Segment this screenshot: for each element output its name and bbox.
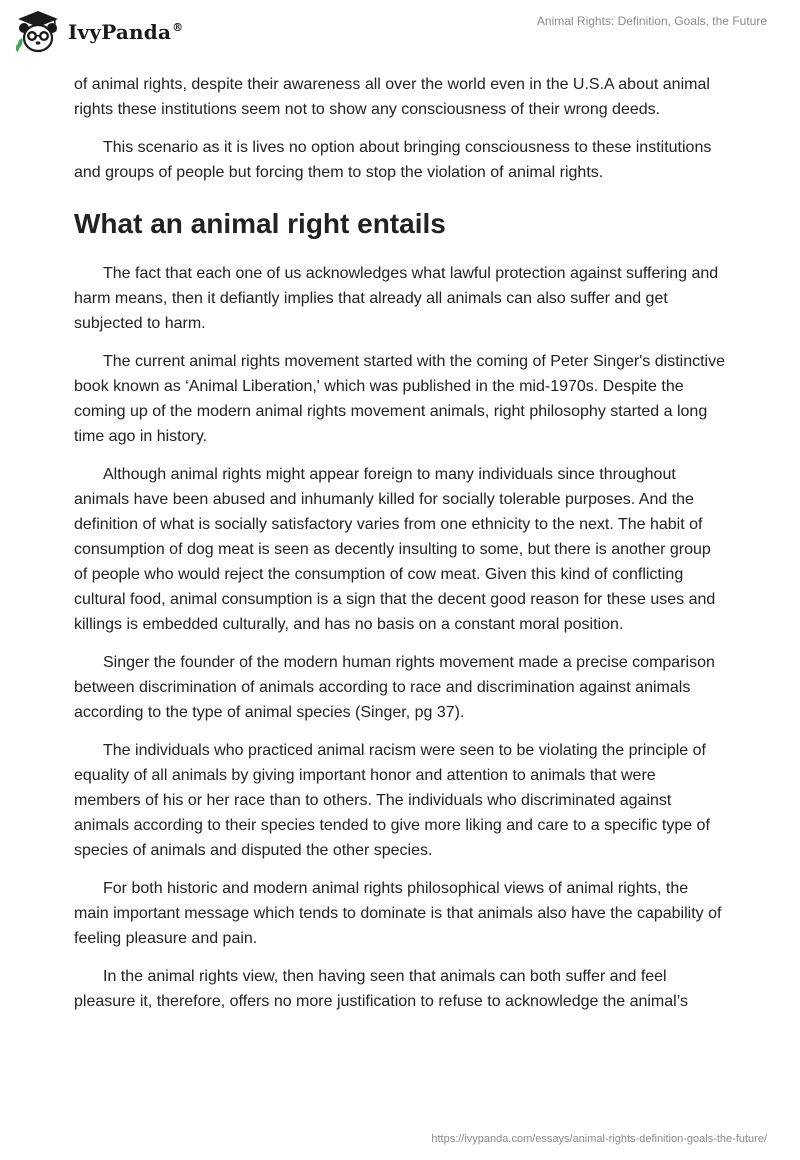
paragraph: This scenario as it is lives no option about bringing consciousness to these institutions and groups of people but forcing them to stop the violation of animal rights.: [74, 139, 712, 181]
paragraph: Singer the founder of the modern human rights movement made a precise comparison between discrimination of animals according to race and discrimination against animals according to the type of animal species (Singer, pg 37).: [74, 654, 715, 721]
essay-body: [74, 72, 726, 1027]
brand-name: IvyPanda®: [68, 20, 184, 44]
paragraph: Although animal rights might appear foreign to many individuals since throughout animals have been abused and inhumanly killed for socially tolerable purposes. And the definition of what is socially satisfactory varies from one ethnicity to the next. The habit of consumption of dog meat is seen as decently insulting to some, but there is another group of people who would reject the consumption of cow meat. Given this kind of conflicting cultural food, animal consumption is a sign that the decent good reason for these uses and killings is embedded culturally, and has no basis on a constant moral position.: [74, 466, 716, 633]
panda-graduate-icon: [14, 8, 62, 56]
paragraph: For both historic and modern animal rights philosophical views of animal rights, the main important message which tends to dominate is that animals also have the capability of feeling pleasure and pain.: [74, 880, 722, 947]
source-url[interactable]: https://ivypanda.com/essays/animal-rights-definition-goals-the-future/: [431, 1133, 767, 1145]
section-heading: What an animal right entails: [74, 208, 446, 239]
ivypanda-logo[interactable]: [14, 8, 183, 56]
paragraph: The fact that each one of us acknowledges what lawful protection against suffering and harm means, then it defiantly implies that already all animals can also suffer and get subjected to harm.: [74, 265, 719, 332]
paragraph: The individuals who practiced animal racism were seen to be violating the principle of equality of all animals by giving important honor and attention to animals that were members of his or her race than to others. The individuals who discriminated against animals according to their species tended to give more liking and care to a specific type of species of animals and disputed the other species.: [74, 742, 710, 859]
paragraph: In the animal rights view, then having seen that animals can both suffer and feel pleasure it, therefore, offers no more justification to refuse to acknowledge the animal’s: [74, 968, 688, 1010]
page-header: [0, 0, 800, 70]
document-title: Animal Rights: Definition, Goals, the Future: [536, 14, 767, 28]
paragraph: The current animal rights movement started with the coming of Peter Singer's distinctive book known as ‘Animal Liberation,' which was published in the mid-1970s. Despite the coming up of the modern animal rights movement animals, right philosophy started a long time ago in history.: [74, 353, 725, 445]
paragraph: of animal rights, despite their awareness all over the world even in the U.S.A about animal rights these institutions seem not to show any consciousness of their wrong deeds.: [74, 76, 710, 118]
